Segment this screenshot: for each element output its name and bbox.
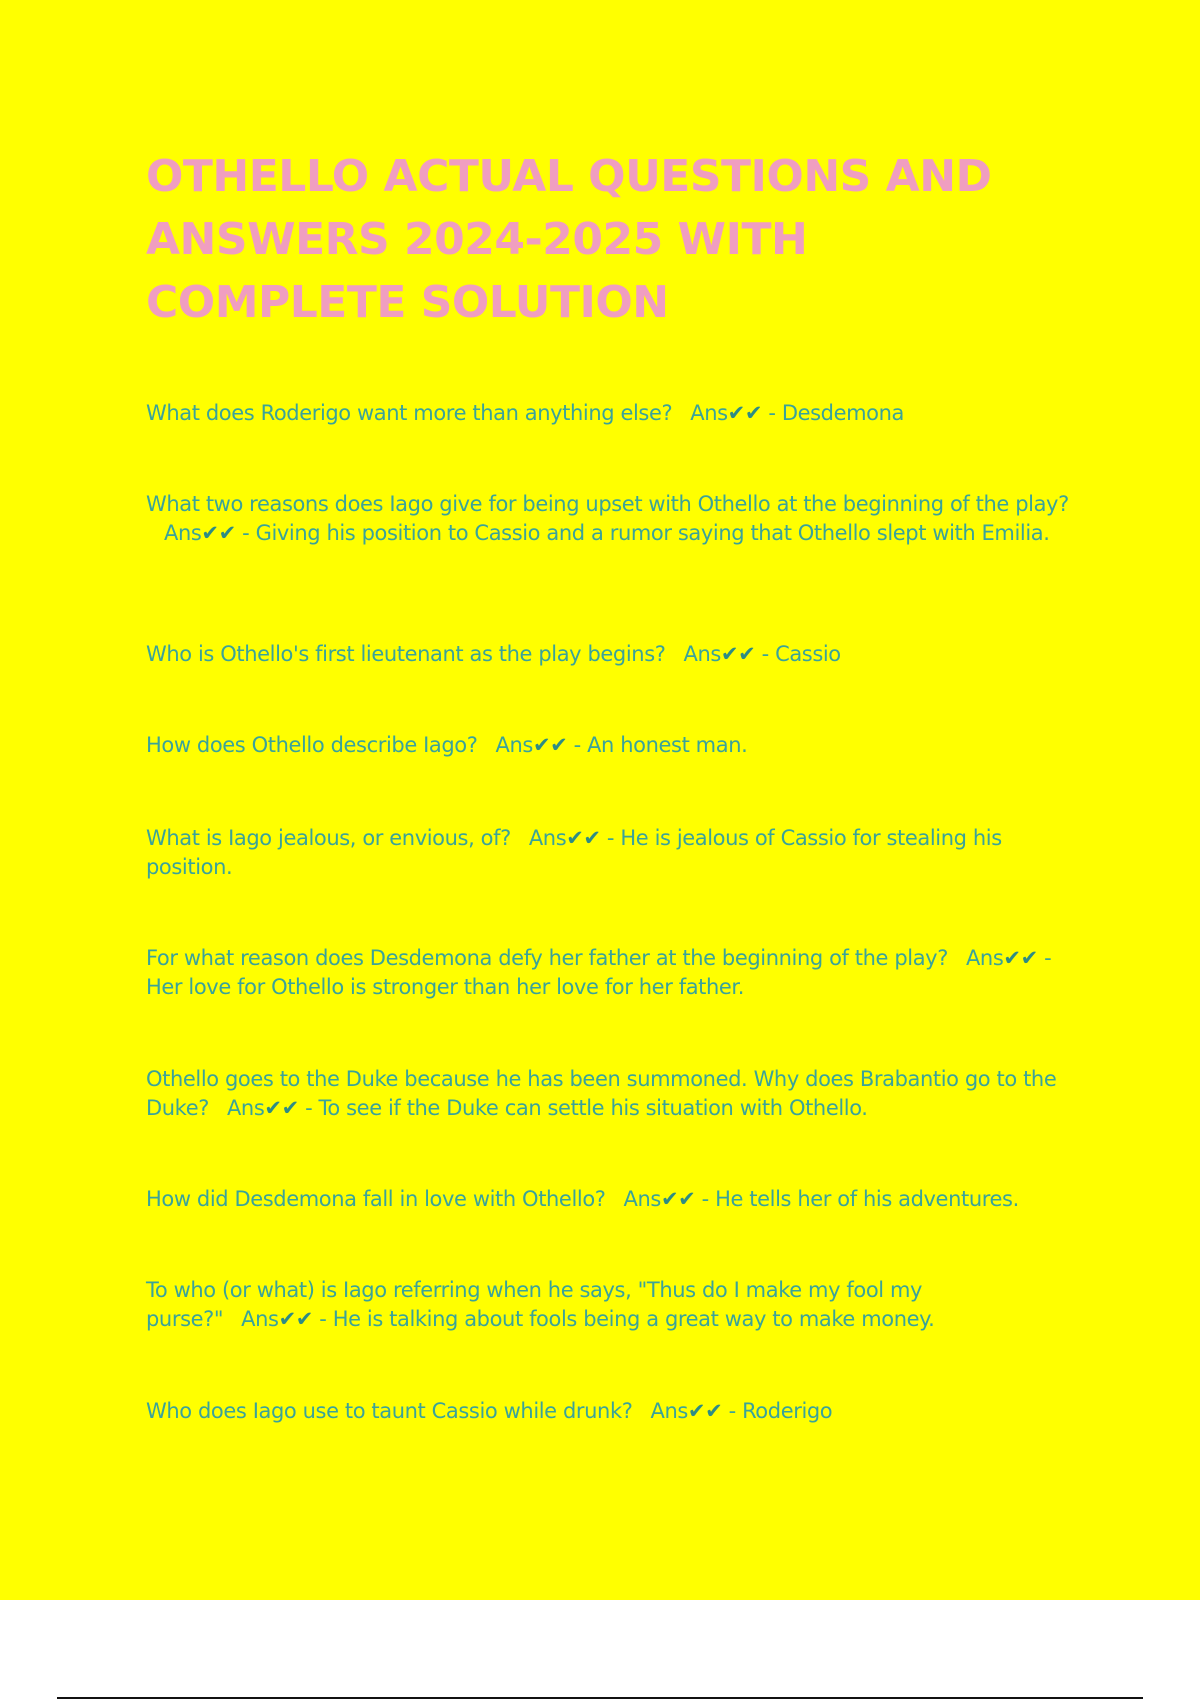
- question-text: To who (or what) is Iago referring when he says, "Thus do I make my fool my purse?": [146, 1278, 923, 1331]
- question-text: Who does Iago use to taunt Cassio while drunk?: [146, 1399, 633, 1423]
- question-text: For what reason does Desdemona defy her father at the beginning of the play?: [146, 946, 948, 970]
- checkmark-icon: ✔✔: [278, 1307, 313, 1331]
- question-text: What does Roderigo want more than anything else?: [146, 401, 673, 425]
- checkmark-icon: ✔✔: [532, 733, 568, 757]
- checkmark-icon: ✔✔: [687, 1399, 723, 1423]
- checkmark-icon: ✔✔: [566, 826, 601, 850]
- question-text: Who is Othello's first lieutenant as the play begins?: [146, 642, 666, 666]
- answer-separator: -: [1044, 946, 1052, 970]
- question-text: Othello goes to the Duke because he has been summoned. Why does Brabantio go to the Duke?: [146, 1067, 1057, 1120]
- answer-prefix: Ans: [683, 642, 721, 666]
- answer-text: An honest man.: [587, 733, 748, 757]
- answer-prefix: Ans: [690, 401, 728, 425]
- qa-item-10: [146, 1397, 1086, 1426]
- answer-separator: -: [768, 401, 776, 425]
- answer-separator: -: [573, 733, 581, 757]
- answer-text: Her love for Othello is stronger than her love for her father.: [146, 975, 745, 999]
- answer-text: Roderigo: [742, 1399, 833, 1423]
- checkmark-icon: ✔✔: [201, 521, 236, 545]
- checkmark-icon: ✔✔: [1003, 946, 1038, 970]
- answer-separator: -: [761, 642, 769, 666]
- qa-item-2: [146, 490, 1086, 548]
- answer-prefix: Ans: [226, 1096, 265, 1120]
- qa-item-9: [146, 1276, 1086, 1334]
- question-text: How does Othello describe Iago?: [146, 733, 478, 757]
- answer-prefix: Ans: [623, 1187, 661, 1211]
- answer-separator: -: [728, 1399, 736, 1423]
- answer-text: Desdemona: [781, 401, 904, 425]
- qa-item-3: [146, 640, 1086, 669]
- checkmark-icon: ✔✔: [660, 1187, 696, 1211]
- answer-text: He is jealous of Cassio for stealing his position.: [146, 826, 1002, 879]
- answer-text: He is talking about fools being a great way to make money.: [332, 1307, 935, 1331]
- question-text: What two reasons does Iago give for being upset with Othello at the beginning of the play?: [146, 492, 1069, 516]
- answer-prefix: Ans: [241, 1307, 279, 1331]
- checkmark-icon: ✔✔: [264, 1096, 299, 1120]
- answer-separator: -: [242, 521, 250, 545]
- answer-separator: -: [319, 1307, 327, 1331]
- answer-text: Cassio: [775, 642, 841, 666]
- qa-item-4: [146, 731, 1086, 760]
- footer-divider: [57, 1697, 1143, 1699]
- qa-item-8: [146, 1185, 1086, 1214]
- answer-prefix: Ans: [495, 733, 533, 757]
- qa-item-6: [146, 944, 1086, 1002]
- answer-prefix: Ans: [965, 946, 1004, 970]
- checkmark-icon: ✔✔: [720, 642, 756, 666]
- answer-text: Giving his position to Cassio and a rumor saying that Othello slept with Emilia.: [255, 521, 1050, 545]
- checkmark-icon: ✔✔: [727, 401, 763, 425]
- document-title: OTHELLO ACTUAL QUESTIONS AND ANSWERS 2024-2025 WITH COMPLETE SOLUTION: [146, 151, 992, 328]
- question-text: What is Iago jealous, or envious, of?: [146, 826, 511, 850]
- answer-separator: -: [701, 1187, 709, 1211]
- qa-item-7: [146, 1065, 1086, 1123]
- answer-separator: -: [305, 1096, 313, 1120]
- qa-item-5: [146, 824, 1086, 882]
- answer-prefix: Ans: [650, 1399, 688, 1423]
- answer-text: He tells her of his adventures.: [715, 1187, 1019, 1211]
- answer-prefix: Ans: [528, 826, 567, 850]
- answer-separator: -: [606, 826, 615, 850]
- answer-text: To see if the Duke can settle his situation with Othello.: [318, 1096, 868, 1120]
- answer-prefix: Ans: [164, 521, 202, 545]
- question-text: How did Desdemona fall in love with Othello?: [146, 1187, 606, 1211]
- qa-item-1: [146, 399, 1086, 428]
